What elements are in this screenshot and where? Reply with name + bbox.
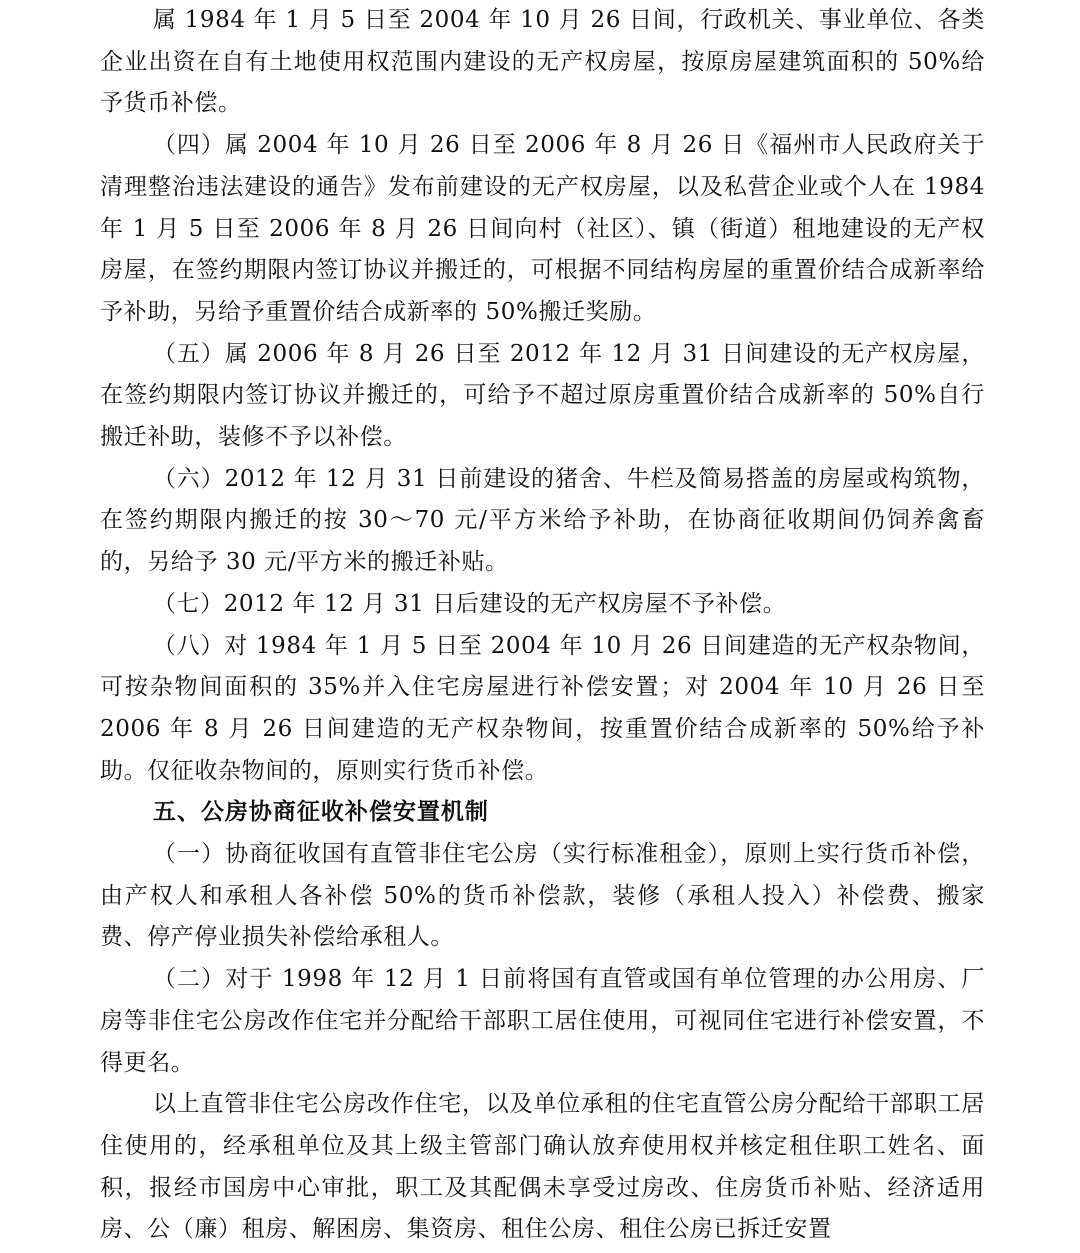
paragraph-section5-continuation: 以上直管非住宅公房改作住宅，以及单位承租的住宅直管公房分配给干部职工居住使用的，经承租单位及其上级主管部门确认放弃使用权并核定租住职工姓名、面积，报经市国房中心审批，职工及其配偶未享受过房改、住房货币补贴、经济适用房、公（廉）租房、解困房、集资房、租住公房、租住公房已拆迁安置 (100, 1091, 985, 1243)
paragraph-item-6: （六）2012 年 12 月 31 日前建设的猪舍、牛栏及简易搭盖的房屋或构筑物，在签约期限内搬迁的按 30～70 元/平方米给予补助，在协商征收期间仍饲养禽畜的，另给予 30 元/平方米的搬迁补贴。 (100, 465, 985, 576)
paragraph-section5-item-1: （一）协商征收国有直管非住宅公房（实行标准租金），原则上实行货币补偿，由产权人和承租人各补偿 50%的货币补偿款，装修（承租人投入）补偿费、搬家费、停产停业损失补偿给承租人。 (100, 841, 985, 951)
paragraph-item-5: （五）属 2006 年 8 月 26 日至 2012 年 12 月 31 日间建设的无产权房屋，在签约期限内签订协议并搬迁的，可给予不超过原房重置价结合成新率的 50%自行搬迁补助，装修不予以补偿。 (100, 340, 985, 451)
paragraph-item-7: （七）2012 年 12 月 31 日后建设的无产权房屋不予补偿。 (152, 590, 787, 617)
section-heading-5: 五、公房协商征收补偿安置机制 (152, 799, 489, 826)
document-page (100, 0, 985, 1251)
paragraph-section5-item-2: （二）对于 1998 年 12 月 1 日前将国有直管或国有单位管理的办公用房、厂房等非住宅公房改作住宅并分配给干部职工居住使用，可视同住宅进行补偿安置，不得更名。 (100, 966, 985, 1076)
paragraph-item-4: （四）属 2004 年 10 月 26 日至 2006 年 8 月 26 日《福州市人民政府关于清理整治违法建设的通告》发布前建设的无产权房屋，以及私营企业或个人在 1984 年 1 月 5 日至 2006 年 8 月 26 日间向村（社区）、镇（街道）租地建设的无产权房屋，在签约期限内签订协议并搬迁的，可根据不同结构房屋的重置价结合成新率给予补助，另给予重置价结合成新率的 50%搬迁奖励。 (100, 132, 985, 325)
paragraph-item-8: （八）对 1984 年 1 月 5 日至 2004 年 10 月 26 日间建造的无产权杂物间，可按杂物间面积的 35%并入住宅房屋进行补偿安置；对 2004 年 10 月 26 日至 2006 年 8 月 26 日间建造的无产权杂物间，按重置价结合成新率的 50%给予补助。仅征收杂物间的，原则实行货币补偿。 (100, 632, 985, 784)
paragraph-1984-2004-enterprise-housing: 属 1984 年 1 月 5 日至 2004 年 10 月 26 日间，行政机关、事业单位、各类企业出资在自有土地使用权范围内建设的无产权房屋，按原房屋建筑面积的 50%给予货币补偿。 (100, 7, 985, 117)
